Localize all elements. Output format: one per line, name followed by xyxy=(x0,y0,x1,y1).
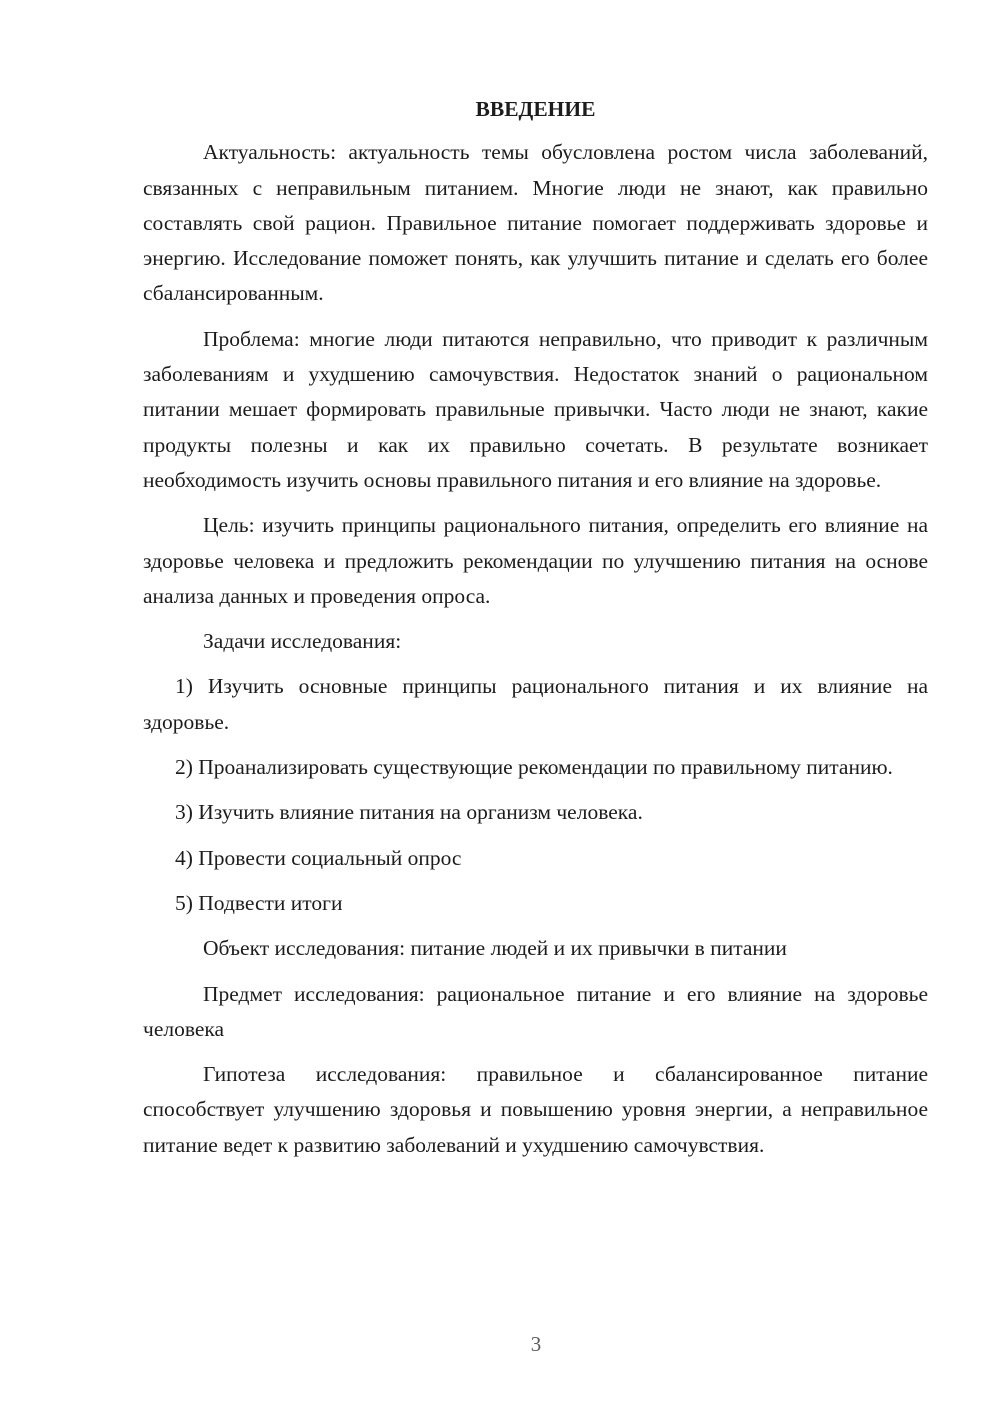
subject-paragraph: Предмет исследования: рациональное питание и его влияние на здоровье человека xyxy=(143,981,928,1041)
page-number: 3 xyxy=(530,1332,542,1356)
list-item: 5) Подвести итоги xyxy=(175,890,343,915)
relevance-paragraph: Актуальность: актуальность темы обусловлена ростом числа заболеваний, связанных с неправильным питанием. Многие люди не знают, как правильно составлять свой рацион. Правильное питание помогает поддерживать здоровье и энергию. Исследование поможет понять, как улучшить питание и сделать его более сбалансированным. xyxy=(143,140,928,306)
list-item: 2) Проанализировать существующие рекомендации по правильному питанию. xyxy=(175,755,893,780)
goal-paragraph: Цель: изучить принципы рационального питания, определить его влияние на здоровье человека и предложить рекомендации по улучшению питания на основе анализа данных и проведения опроса. xyxy=(143,513,928,608)
list-item: 1) Изучить основные принципы рационального питания и их влияние на здоровье. xyxy=(143,674,928,734)
page-title: ВВЕДЕНИЕ xyxy=(475,97,596,121)
problem-paragraph: Проблема: многие люди питаются неправильно, что приводит к различным заболеваниям и ухудшению самочувствия. Недостаток знаний о рациональном питании мешает формировать правильные привычки. Часто люди не знают, какие продукты полезны и как их правильно сочетать. В результате возникает необходимость изучить основы правильного питания и его влияние на здоровье. xyxy=(143,326,928,492)
page-content xyxy=(143,92,928,1173)
list-item: 4) Провести социальный опрос xyxy=(175,845,462,870)
hypothesis-paragraph: Гипотеза исследования: правильное и сбалансированное питание способствует улучшению здоровья и повышению уровня энергии, а неправильное питание ведет к развитию заболеваний и ухудшению самочувствия. xyxy=(143,1062,928,1157)
tasks-list xyxy=(143,669,928,921)
object-paragraph: Объект исследования: питание людей и их привычки в питании xyxy=(203,936,787,961)
list-item: 3) Изучить влияние питания на организм человека. xyxy=(175,800,643,825)
tasks-heading: Задачи исследования: xyxy=(203,629,402,654)
